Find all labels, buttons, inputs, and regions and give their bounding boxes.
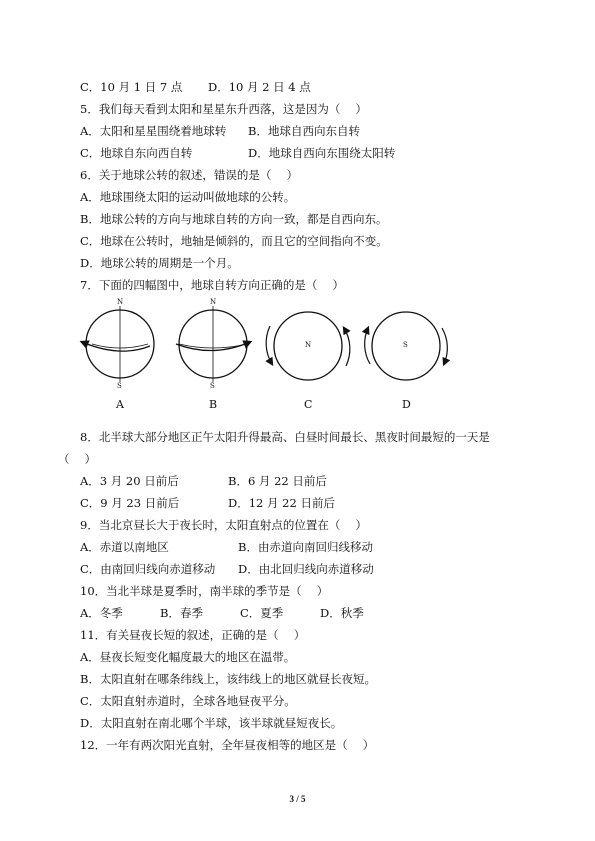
- q6-option-b: B．地球公转的方向与地球自转的方向一致，都是自西向东。: [80, 212, 388, 226]
- figure-c-center-pole: N: [305, 341, 312, 349]
- q11-option-a: A．昼夜长短变化幅度最大的地区在温带。: [80, 650, 296, 664]
- q8-option-d: D．12 月 22 日前后: [228, 496, 335, 510]
- figure-a-label: A: [116, 398, 124, 411]
- q6-option-d: D．地球公转的周期是一个月。: [80, 256, 239, 270]
- figure-a-north: N: [117, 298, 124, 306]
- q10-option-d: D．秋季: [320, 606, 364, 620]
- q5-option-d: D．地球自西向东围绕太阳转: [248, 146, 396, 160]
- figure-a-arrow: [82, 342, 150, 351]
- q5-option-b: B．地球自西向东自转: [248, 124, 360, 138]
- q9-option-a: A．赤道以南地区: [80, 540, 169, 554]
- q10-option-c: C．夏季: [240, 606, 284, 620]
- q9-option-c: C．由南回归线向赤道移动: [80, 562, 216, 576]
- q4-option-c: C．10 月 1 日 7 点: [80, 80, 183, 94]
- q10-option-a: A．冬季: [80, 606, 123, 620]
- q8-stem-cont: （ ）: [58, 452, 97, 466]
- q6-option-a: A．地球围绕太阳的运动叫做地球的公转。: [80, 190, 296, 204]
- q6-option-c: C．地球在公转时，地轴是倾斜的，而且它的空间指向不变。: [80, 234, 388, 248]
- q7-figures: [78, 300, 458, 416]
- q9-stem: 9．当北京昼长大于夜长时，太阳直射点的位置在（ ）: [80, 518, 367, 532]
- figure-b-north: N: [210, 298, 217, 306]
- q5-option-a: A．太阳和星星围绕着地球转: [80, 124, 227, 138]
- q9-option-d: D．由北回归线向赤道移动: [238, 562, 374, 576]
- q11-option-d: D．太阳直射在南北哪个半球，该半球就昼短夜长。: [80, 716, 343, 730]
- figure-b-label: B: [209, 398, 218, 411]
- q6-stem: 6．关于地球公转的叙述，错误的是（ ）: [80, 168, 298, 182]
- q8-option-a: A．3 月 20 日前后: [80, 474, 179, 488]
- figure-a-south: S: [117, 382, 122, 390]
- q5-option-c: C．地球自东向西自转: [80, 146, 193, 160]
- q10-stem: 10．当北半球是夏季时，南半球的季节是（ ）: [80, 584, 329, 598]
- rotation-diagrams: [78, 300, 458, 416]
- q8-option-c: C．9 月 23 日前后: [80, 496, 180, 510]
- q8-stem: 8．北半球大部分地区正午太阳升得最高、白昼时间最长、黑夜时间最短的一天是: [80, 430, 490, 444]
- q10-option-b: B．春季: [160, 606, 203, 620]
- figure-b-globe: [176, 306, 250, 382]
- q11-stem: 11．有关昼夜长短的叙述，正确的是（ ）: [80, 628, 306, 642]
- figure-d-center-pole: S: [403, 341, 408, 349]
- q4-option-d: D．10 月 2 日 4 点: [208, 80, 311, 94]
- page-number: 3 / 5: [289, 794, 306, 804]
- q11-option-c: C．太阳直射赤道时，全球各地昼夜平分。: [80, 694, 296, 708]
- figure-c-label: C: [304, 398, 313, 411]
- q11-option-b: B．太阳直射在哪条纬线上，该纬线上的地区就昼长夜短。: [80, 672, 376, 686]
- q5-stem: 5．我们每天看到太阳和星星东升西落，这是因为（ ）: [80, 102, 367, 116]
- q9-option-b: B．由赤道向南回归线移动: [238, 540, 373, 554]
- q12-stem: 12．一年有两次阳光直射，全年昼夜相等的地区是（ ）: [80, 738, 375, 752]
- q8-option-b: B．6 月 22 日前后: [228, 474, 327, 488]
- figure-b-south: S: [210, 382, 215, 390]
- figure-d-label: D: [402, 398, 411, 411]
- figure-a-globe: [82, 306, 154, 382]
- q7-stem: 7．下面的四幅图中，地球自转方向正确的是（ ）: [80, 278, 344, 292]
